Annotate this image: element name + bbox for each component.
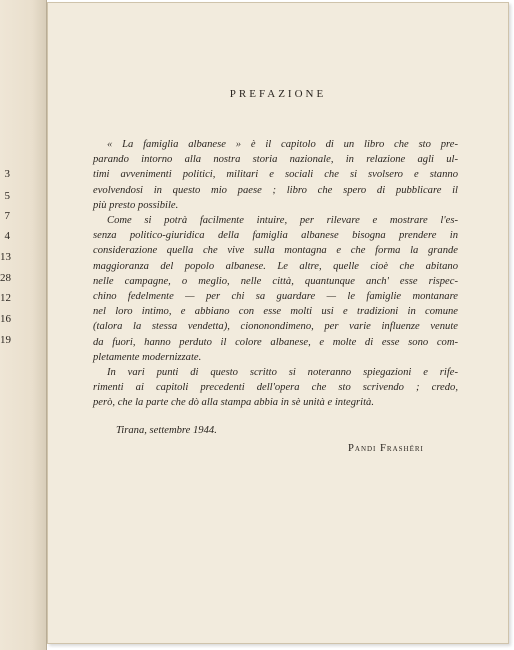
text-line: pletamente modernizzate. [93,351,202,363]
page-number: 12 [0,292,11,304]
page-number: 28 [0,272,11,284]
text-line: Come si potrà facilmente intuire, per rilevare e mostrare l'es- [107,215,458,227]
page-number: 7 [4,210,10,222]
page-number: 5 [4,190,10,202]
page-number: 19 [0,334,11,346]
text-line: da fuori, hanno perduto il colore albanese, e molte di esse sono com- [93,336,458,348]
text-line: però, che la parte che dò alla stampa abbia in sè unità e integrità. [93,397,374,409]
page-number: 16 [0,313,11,325]
page-number: 4 [4,230,10,242]
book-page [47,2,509,644]
text-line: nel loro intimo, e abbiano con esse molti usi e tradizioni in comune [93,306,458,318]
text-line: più presto possibile. [93,199,179,211]
left-page-edge [0,0,47,650]
preface-body [93,137,458,411]
dateline: Tirana, settembre 1944. [116,425,217,436]
page-title: PREFAZIONE [229,88,327,100]
text-line: parando intorno alla nostra storia nazionale, in relazione agli ul- [93,154,458,166]
text-line: senza politico-giuridica della famiglia albanese bisogna prendere in [93,230,458,242]
author-signature: Pandi Frashëri [348,443,424,454]
text-line: maggioranza del popolo albanese. Le altre, quelle cioè che abitano [93,260,458,272]
text-line: timi avvenimenti politici, militari e sociali che si svolsero e stanno [93,169,458,181]
text-line: « La famiglia albanese » è il capitolo di un libro che sto pre- [107,139,458,150]
text-line: rimenti ai capitoli precedenti dell'opera che sto scrivendo ; credo, [93,382,458,394]
text-line: evolvendosi in questo mio paese ; libro che spero di pubblicare il [93,184,458,196]
text-line: (talora la stessa vendetta), ciononondimeno, per varie influenze venute [93,321,458,333]
page-number: 13 [0,251,11,263]
page-number: 3 [4,168,10,180]
text-line: considerazione quella che vive sulla montagna e che forma la grande [93,245,458,257]
text-line: chino fedelmente — per chi sa guardare — le famiglie montanare [93,291,458,303]
text-line: nelle campagne, o meglio, nelle città, quantunque anch' esse rispec- [93,275,458,287]
text-line: In vari punti di questo scritto si noteranno spiegazioni e rife- [107,367,458,379]
